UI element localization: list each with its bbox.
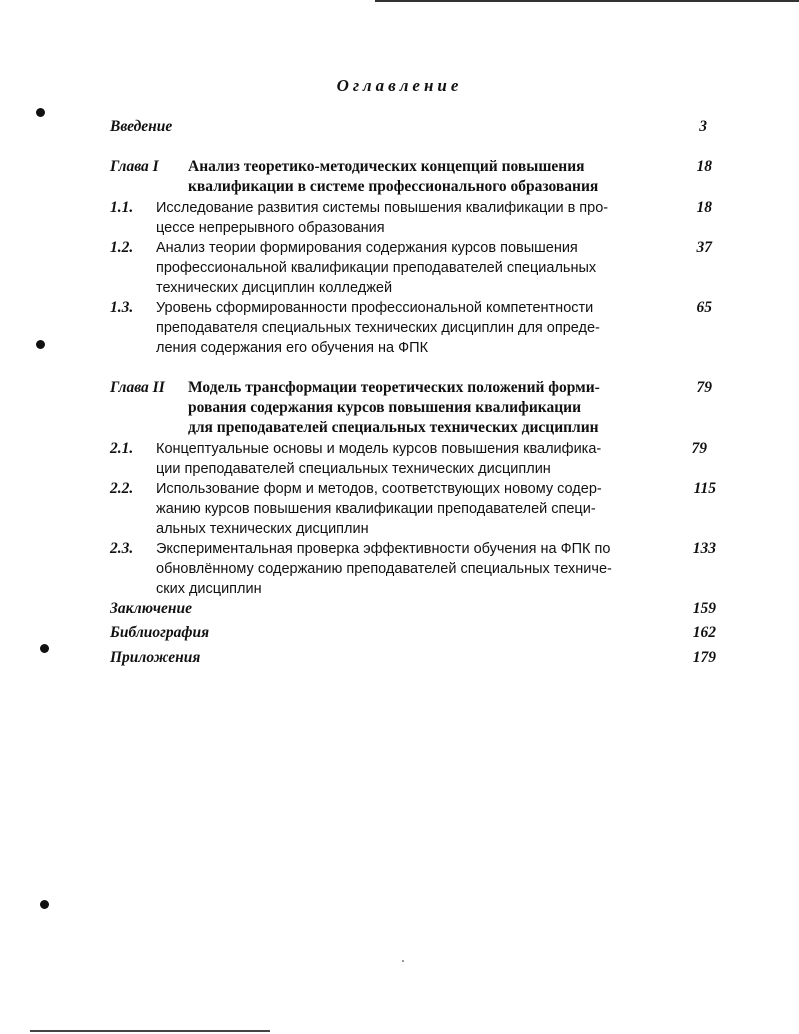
section-text-line: профессиональной квалификации преподавателей специальных: [156, 260, 597, 276]
section-text-line: технических дисциплин колледжей: [156, 280, 393, 296]
scan-edge-bottom: [30, 1030, 270, 1032]
toc-entry-bibliography-page: 162: [692, 624, 716, 641]
toc-entry-appendices-page: 179: [692, 649, 716, 666]
section-number: 1.2.: [110, 239, 134, 256]
binder-hole-mark: [40, 644, 49, 653]
section-page: 65: [696, 299, 712, 316]
section-text-line: жанию курсов повышения квалификации преподавателей специ-: [156, 501, 596, 517]
binder-hole-mark: [36, 340, 45, 349]
section-text-line: Исследование развития системы повышения квалификации в про-: [156, 200, 609, 216]
section-number: 1.1.: [110, 199, 134, 216]
chapter-1-title-line: Анализ теоретико-методических концепций повышения: [188, 158, 585, 175]
section-text-line: цессе непрерывного образования: [156, 220, 385, 236]
chapter-2-title-line: для преподавателей специальных технических дисциплин: [188, 419, 599, 436]
section-text-line: Экспериментальная проверка эффективности обучения на ФПК по: [156, 541, 611, 557]
chapter-2-page: 79: [696, 379, 712, 396]
section-number: 2.3.: [110, 540, 134, 557]
toc-entry-intro-label: Введение: [110, 118, 173, 135]
section-text-line: преподавателя специальных технических дисциплин для опреде-: [156, 320, 600, 336]
section-text-line: Анализ теории формирования содержания курсов повышения: [156, 240, 578, 256]
section-text-line: ления содержания его обучения на ФПК: [156, 340, 429, 356]
section-text-line: альных технических дисциплин: [156, 521, 369, 537]
chapter-2-label: Глава II: [110, 379, 165, 396]
toc-entry-bibliography-label: Библиография: [110, 624, 210, 641]
chapter-2-title-line: рования содержания курсов повышения квалификации: [188, 399, 581, 416]
section-page: 115: [693, 480, 716, 497]
section-page: 37: [696, 239, 712, 256]
scan-edge-top: [375, 0, 799, 2]
chapter-1-page: 18: [696, 158, 712, 175]
chapter-2-title-line: Модель трансформации теоретических положений форми-: [188, 379, 600, 396]
binder-hole-mark: [40, 900, 49, 909]
section-text-line: ских дисциплин: [156, 581, 262, 597]
section-text-line: Концептуальные основы и модель курсов повышения квалифика-: [156, 441, 602, 457]
speck: [402, 960, 404, 962]
toc-entry-conclusion-page: 159: [692, 600, 716, 617]
section-page: 133: [692, 540, 716, 557]
section-number: 2.1.: [110, 440, 134, 457]
section-page: 79: [691, 440, 707, 457]
section-text-line: Уровень сформированности профессиональной компетентности: [156, 300, 594, 316]
section-page: 18: [696, 199, 712, 216]
binder-hole-mark: [36, 108, 45, 117]
page-title: Оглавление: [336, 76, 463, 95]
section-number: 1.3.: [110, 299, 134, 316]
chapter-1-title-line: квалификации в системе профессионального образования: [188, 178, 599, 195]
chapter-1-label: Глава I: [110, 158, 159, 175]
toc-entry-conclusion-label: Заключение: [110, 600, 192, 617]
section-text-line: Использование форм и методов, соответствующих новому содер-: [156, 481, 602, 497]
section-text-line: обновлённому содержанию преподавателей специальных техниче-: [156, 561, 612, 577]
toc-entry-appendices-label: Приложения: [110, 649, 201, 666]
toc-entry-intro-page: 3: [699, 118, 707, 135]
section-number: 2.2.: [110, 480, 134, 497]
section-text-line: ции преподавателей специальных технических дисциплин: [156, 461, 551, 477]
